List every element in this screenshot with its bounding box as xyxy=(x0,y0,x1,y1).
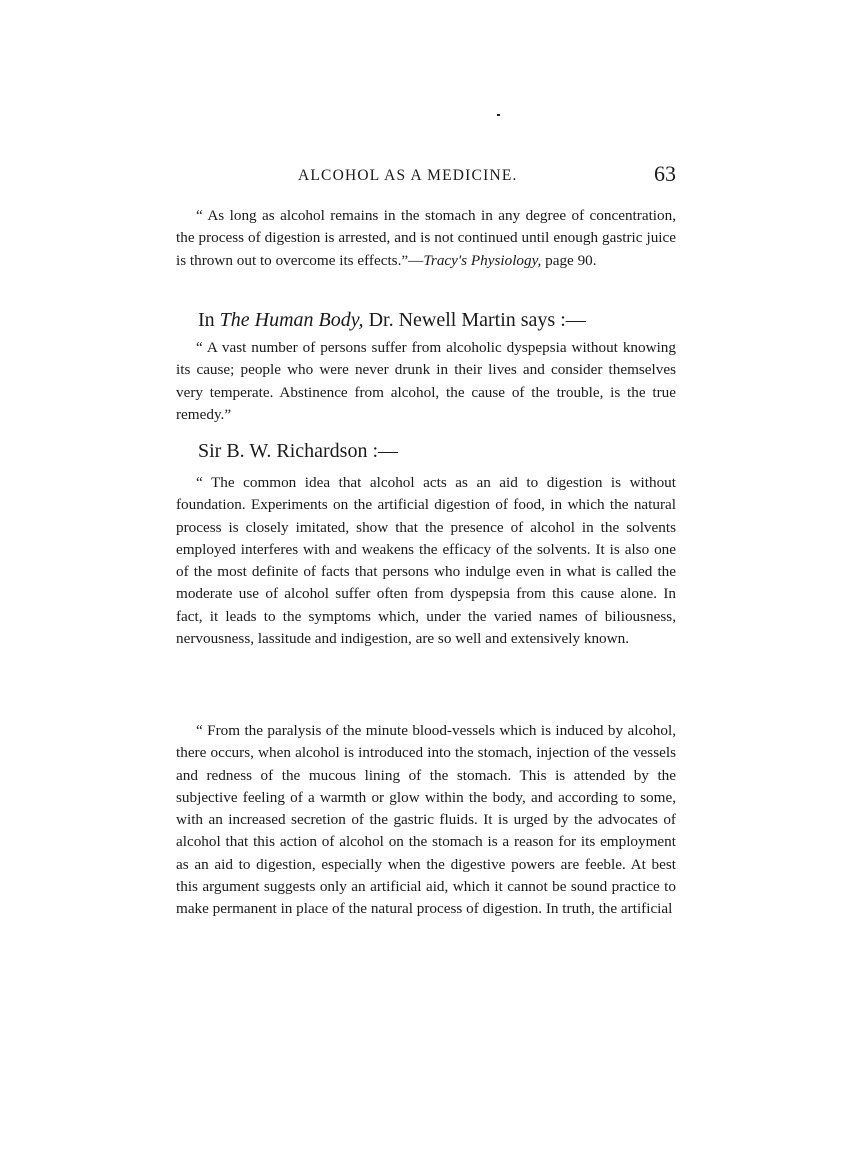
section-heading-martin xyxy=(198,309,586,332)
heading-suffix: Dr. Newell Martin says :— xyxy=(363,309,586,331)
quote-paragraph: “ The common idea that alcohol acts as an aid to digestion is without foundation. Experiments on the artificial digestion of food, in which the natural process is closely imitated, show that the presence of alcohol in the solvents employed interferes with and weakens the efficacy of the solvents. It is also one of the most definite of facts that persons who indulge even in what is called the moderate use of alcohol suffer often from dyspepsia from this cause alone. In fact, it leads to the symptoms which, under the varied names of biliousness, nervousness, lassitude and indigestion, are so well and extensively known. xyxy=(176,474,676,648)
quote-paragraph: “ From the paralysis of the minute blood-vessels which is induced by alcohol, there occurs, when alcohol is introduced into the stomach, injection of the vessels and redness of the mucous lining of the stomach. This is attended by the subjective feeling of a warmth or glow within the body, and according to some, with an increased secretion of the gastric fluids. It is urged by the advocates of alcohol that this action of alcohol on the stomach is a reason for its employment as an aid to digestion, especially when the digestive powers are feeble. At best this argument suggests only an artificial aid, which it cannot be sound practice to make permanent in place of the natural process of digestion. In truth, the artificial xyxy=(176,722,676,918)
quote-paragraph xyxy=(176,205,676,272)
quote-tracy xyxy=(176,205,676,272)
running-title: ALCOHOL AS A MEDICINE. xyxy=(298,167,518,184)
quote-richardson-1 xyxy=(176,472,676,650)
citation-source: Tracy's Physiology, xyxy=(423,251,542,269)
section-heading-richardson: Sir B. W. Richardson :— xyxy=(198,440,399,462)
citation-page: page 90. xyxy=(541,251,597,269)
page-number: 63 xyxy=(654,161,676,186)
quote-text: “ As long as alcohol remains in the stomach in any degree of concentration, the process of digestion is arrested, and is not continued until enough gastric juice is thrown out to overcome its effects.”— xyxy=(176,207,676,269)
book-title: The Human Body, xyxy=(219,309,364,331)
quote-martin xyxy=(176,337,676,426)
heading-prefix: In xyxy=(198,309,220,331)
page-header xyxy=(176,161,676,191)
quote-richardson-2 xyxy=(176,720,676,921)
print-speck xyxy=(497,114,500,116)
quote-paragraph: “ A vast number of persons suffer from alcoholic dyspepsia without knowing its cause; people who were never drunk in their lives and consider themselves very temperate. Abstinence from alcohol, the cause of the trouble, is the true remedy.” xyxy=(176,339,676,423)
